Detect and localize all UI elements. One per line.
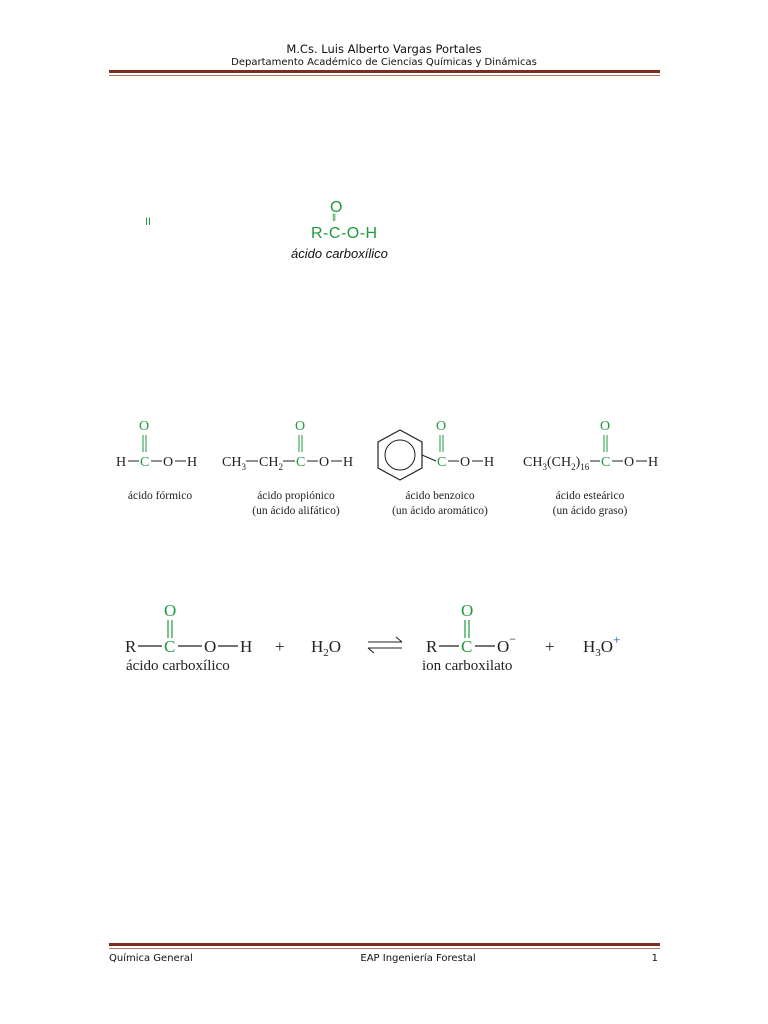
svg-text:R: R	[426, 637, 438, 656]
svg-text:H: H	[484, 455, 495, 470]
svg-text:H: H	[116, 455, 127, 470]
ionization-reaction	[120, 598, 640, 660]
example-name: ácido fórmico	[127, 490, 193, 502]
svg-text:H: H	[240, 637, 253, 656]
example-note: (un ácido graso)	[552, 505, 628, 517]
svg-text:O: O	[163, 455, 174, 470]
svg-text:O: O	[624, 455, 635, 470]
header-department: Departamento Académico de Ciencias Químicas y Dinámicas	[231, 57, 537, 68]
svg-text:CH3: $CH_3$	[222, 455, 246, 472]
footer-program: EAP Ingeniería Forestal	[360, 953, 476, 964]
example-benzoic	[370, 489, 510, 519]
stearic-acid-structure	[523, 419, 658, 472]
svg-text:C: C	[601, 455, 611, 470]
svg-text:O: O	[295, 419, 306, 434]
svg-text:+: +	[545, 637, 555, 656]
example-name: ácido benzoico	[405, 490, 475, 502]
svg-text:CH3(CH2)16: $CH_3(CH_2)_{16}$	[523, 455, 590, 472]
svg-text:O: O	[319, 455, 330, 470]
example-note: (un ácido aromático)	[392, 505, 488, 517]
svg-text:H2O: $H_2O$	[311, 637, 342, 659]
propionic-acid-structure	[222, 419, 353, 472]
example-name: ácido propiónico	[257, 490, 335, 502]
bond-marker: II	[145, 216, 152, 228]
svg-text:O: O	[204, 637, 217, 656]
svg-text:H3O+: $H_3O^+$	[583, 632, 621, 659]
equilibrium-arrow-icon	[368, 637, 402, 653]
footer-page-number: 1	[651, 953, 658, 964]
svg-text:C: C	[461, 637, 473, 656]
header-rule-thin	[109, 75, 660, 76]
svg-text:O: O	[600, 419, 611, 434]
benzoic-acid-structure	[378, 419, 494, 480]
example-name: ácido esteárico	[555, 490, 625, 502]
general-oxygen: O	[330, 199, 343, 216]
general-formula-caption: ácido carboxílico	[291, 246, 388, 261]
svg-text:O: O	[461, 601, 474, 620]
formic-acid-structure	[116, 419, 197, 470]
general-double-bond: ‖	[332, 213, 337, 224]
header-author: M.Cs. Luis Alberto Vargas Portales	[286, 42, 482, 56]
svg-text:H: H	[343, 455, 354, 470]
svg-text:R: R	[125, 637, 137, 656]
svg-text:C: C	[164, 637, 176, 656]
example-propionic	[226, 489, 366, 519]
footer-rule-thin	[109, 948, 660, 949]
svg-text:C: C	[296, 455, 306, 470]
svg-text:CH2: $CH_2$	[259, 455, 283, 472]
header-rule	[109, 70, 660, 73]
footer-course: Química General	[109, 953, 193, 964]
svg-text:H: H	[648, 455, 659, 470]
svg-text:C: C	[437, 455, 447, 470]
svg-text:O: O	[436, 419, 447, 434]
svg-text:H: H	[187, 455, 198, 470]
svg-text:C: C	[140, 455, 150, 470]
product-label: ion carboxilato	[422, 658, 513, 674]
example-formic	[100, 489, 220, 504]
svg-text:O−: O−	[497, 632, 517, 656]
footer-rule	[109, 943, 660, 946]
reactant-label: ácido carboxílico	[126, 658, 230, 674]
example-note: (un ácido alifático)	[252, 505, 340, 517]
svg-text:O: O	[139, 419, 150, 434]
plus-sign: +	[275, 637, 285, 656]
example-stearic	[525, 489, 655, 519]
svg-text:O: O	[460, 455, 471, 470]
svg-text:O: O	[164, 601, 177, 620]
general-formula: R-C-O-H	[311, 225, 378, 242]
